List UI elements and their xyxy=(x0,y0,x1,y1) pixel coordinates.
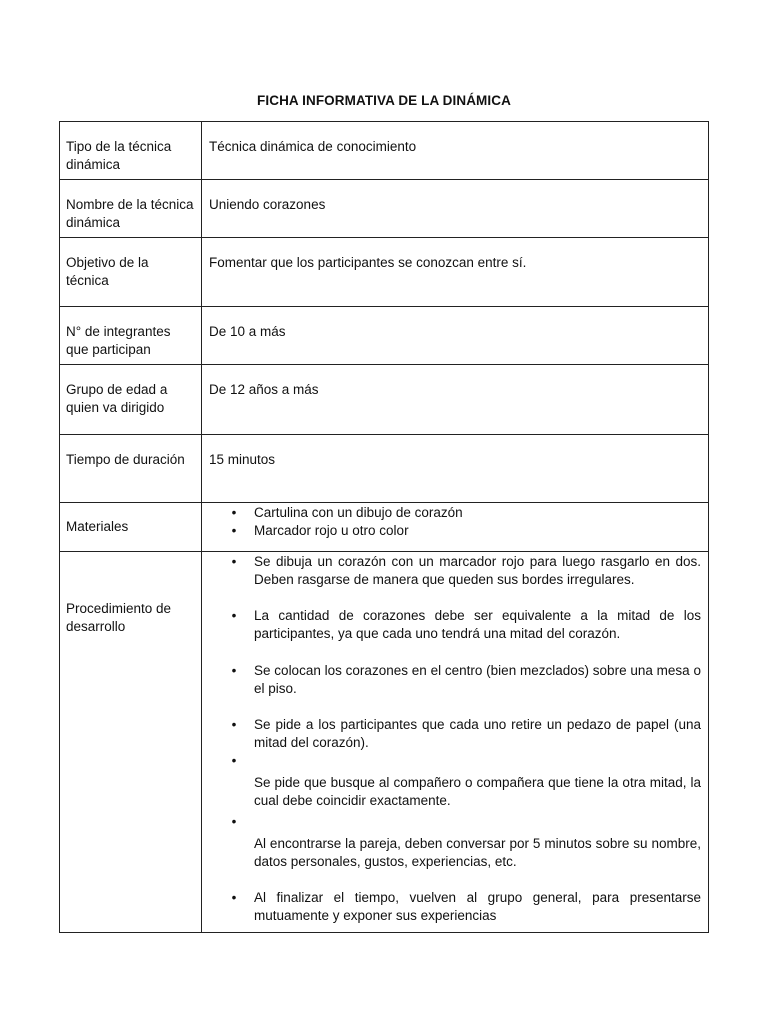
row-label: Tipo de la técnica dinámica xyxy=(66,139,172,172)
materiales-list xyxy=(202,504,701,540)
procedimiento-list xyxy=(202,553,701,925)
bullet-icon: • xyxy=(231,717,237,732)
info-table xyxy=(59,121,709,933)
bullet-icon: • xyxy=(231,608,237,623)
row-label: Objetivo de la técnica xyxy=(66,255,149,288)
row-value-cell xyxy=(202,180,709,238)
row-label: Tiempo de duración xyxy=(66,452,185,467)
row-value-cell xyxy=(202,435,709,503)
list-item-text: Cartulina con un dibujo de corazón xyxy=(254,505,463,520)
row-value-cell xyxy=(202,122,709,180)
table-row-materiales xyxy=(60,503,709,552)
list-item-text: Se dibuja un corazón con un marcador rojo para luego rasgarlo en dos. Deben rasgarse de manera que queden sus bordes irregulares. xyxy=(254,554,701,587)
row-value-cell xyxy=(202,238,709,307)
list-item-text: Marcador rojo u otro color xyxy=(254,523,409,538)
row-label-cell xyxy=(60,122,202,180)
table-row xyxy=(60,365,709,435)
bullet-icon: • xyxy=(231,663,237,678)
table-row xyxy=(60,122,709,180)
row-value: Fomentar que los participantes se conozcan entre sí. xyxy=(209,255,527,270)
list-item xyxy=(202,813,701,831)
list-item xyxy=(202,553,701,589)
list-item xyxy=(202,522,701,540)
table-row xyxy=(60,180,709,238)
list-item-text: La cantidad de corazones debe ser equivalente a la mitad de los participantes, ya que cada uno tendrá una mitad del corazón. xyxy=(254,608,701,641)
table-row xyxy=(60,307,709,365)
list-item xyxy=(202,607,701,643)
list-item xyxy=(202,662,701,698)
row-label-cell xyxy=(60,180,202,238)
row-label-cell xyxy=(60,435,202,503)
bullet-icon: • xyxy=(231,814,237,829)
row-label-cell xyxy=(60,238,202,307)
table-row xyxy=(60,435,709,503)
table-row-procedimiento xyxy=(60,552,709,933)
list-item-text: Al encontrarse la pareja, deben conversar por 5 minutos sobre su nombre, datos personales, gustos, experiencias, etc. xyxy=(254,836,701,869)
row-value-cell xyxy=(202,552,709,933)
row-value: Técnica dinámica de conocimiento xyxy=(209,139,417,154)
row-label-cell xyxy=(60,503,202,552)
row-value-cell xyxy=(202,503,709,552)
document-title: FICHA INFORMATIVA DE LA DINÁMICA xyxy=(257,93,511,108)
row-value: Uniendo corazones xyxy=(209,197,326,212)
list-item-text-only xyxy=(202,835,701,871)
row-value: De 10 a más xyxy=(209,324,286,339)
list-item-text: Se pide a los participantes que cada uno retire un pedazo de papel (una mitad del corazón). xyxy=(254,717,701,750)
row-label-cell xyxy=(60,552,202,933)
row-value-cell xyxy=(202,307,709,365)
row-label-cell xyxy=(60,307,202,365)
row-label: Grupo de edad a quien va dirigido xyxy=(66,382,168,415)
row-value: 15 minutos xyxy=(209,452,276,467)
row-label: Procedimiento de desarrollo xyxy=(66,601,172,634)
bullet-icon: • xyxy=(231,890,237,905)
row-value-cell xyxy=(202,365,709,435)
bullet-icon: • xyxy=(231,554,237,569)
list-item-text: Se colocan los corazones en el centro (bien mezclados) sobre una mesa o el piso. xyxy=(254,663,701,696)
list-item-text: Al finalizar el tiempo, vuelven al grupo general, para presentarse mutuamente y exponer sus experiencias xyxy=(254,890,701,923)
row-label-cell xyxy=(60,365,202,435)
list-item xyxy=(202,716,701,752)
table-row xyxy=(60,238,709,307)
row-label: N° de integrantes que participan xyxy=(66,324,171,357)
row-label: Nombre de la técnica dinámica xyxy=(66,197,194,230)
bullet-icon: • xyxy=(231,753,237,768)
list-item-text-only xyxy=(202,774,701,810)
row-label: Materiales xyxy=(66,519,129,534)
list-item-text: Se pide que busque al compañero o compañera que tiene la otra mitad, la cual debe coincidir exactamente. xyxy=(254,775,701,808)
list-item xyxy=(202,889,701,925)
bullet-icon: • xyxy=(231,505,237,520)
row-value: De 12 años a más xyxy=(209,382,319,397)
list-item xyxy=(202,504,701,522)
bullet-icon: • xyxy=(231,523,237,538)
list-item xyxy=(202,752,701,770)
